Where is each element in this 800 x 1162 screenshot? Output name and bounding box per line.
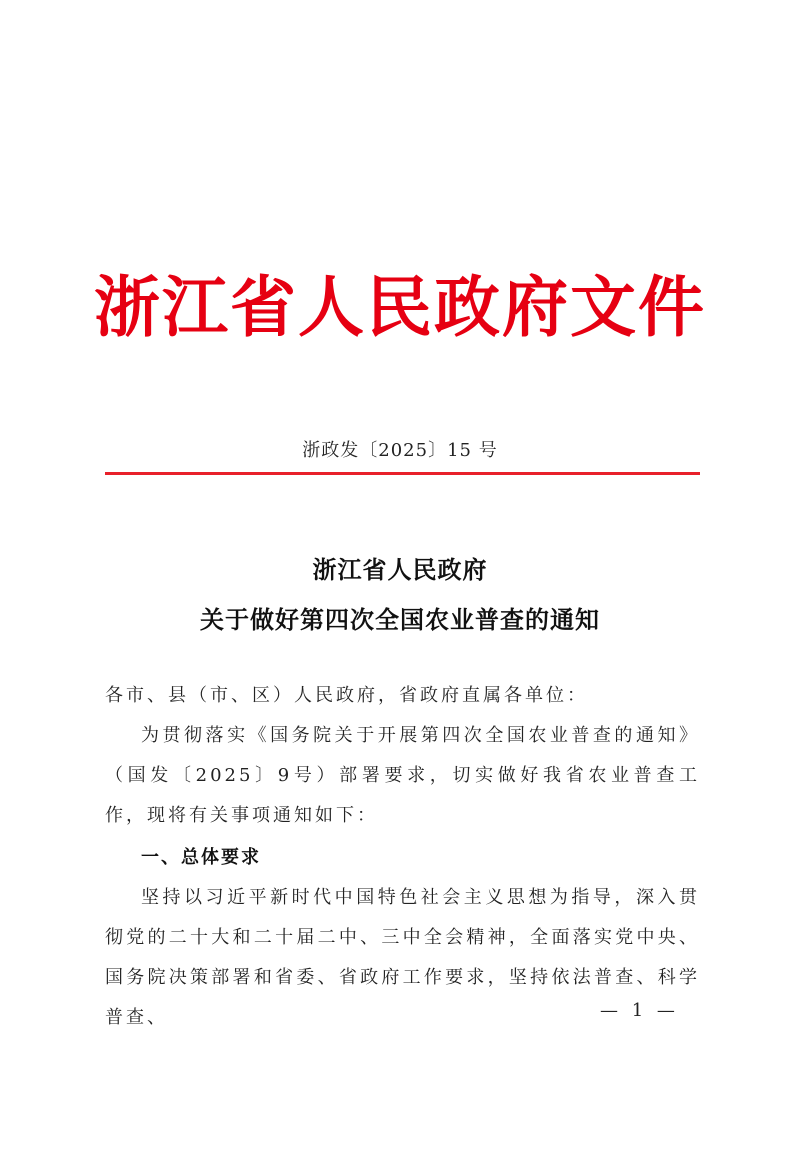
document-title-line1: 浙江省人民政府: [312, 555, 488, 584]
document-title-line2: 关于做好第四次全国农业普查的通知: [200, 605, 600, 634]
paragraph-general-requirements: 坚持以习近平新时代中国特色社会主义思想为指导，深入贯彻党的二十大和二十届二中、三中全会精神，全面落实党中央、国务院决策部署和省委、省政府工作要求，坚持依法普查、科学普查、: [105, 887, 700, 1028]
salutation: 各市、县（市、区）人民政府，省政府直属各单位：: [105, 685, 588, 706]
paragraph-intro: 为贯彻落实《国务院关于开展第四次全国农业普查的通知》（国发〔2025〕9号）部署要求，切实做好我省农业普查工作，现将有关事项通知如下：: [105, 725, 700, 826]
page-number: — 1 —: [600, 1000, 679, 1021]
section-heading-general-requirements: 一、总体要求: [141, 847, 261, 868]
document-number: 浙政发〔2025〕15 号: [302, 440, 498, 461]
red-divider-line: [105, 472, 700, 475]
document-masthead: 浙江省人民政府文件: [94, 268, 706, 346]
